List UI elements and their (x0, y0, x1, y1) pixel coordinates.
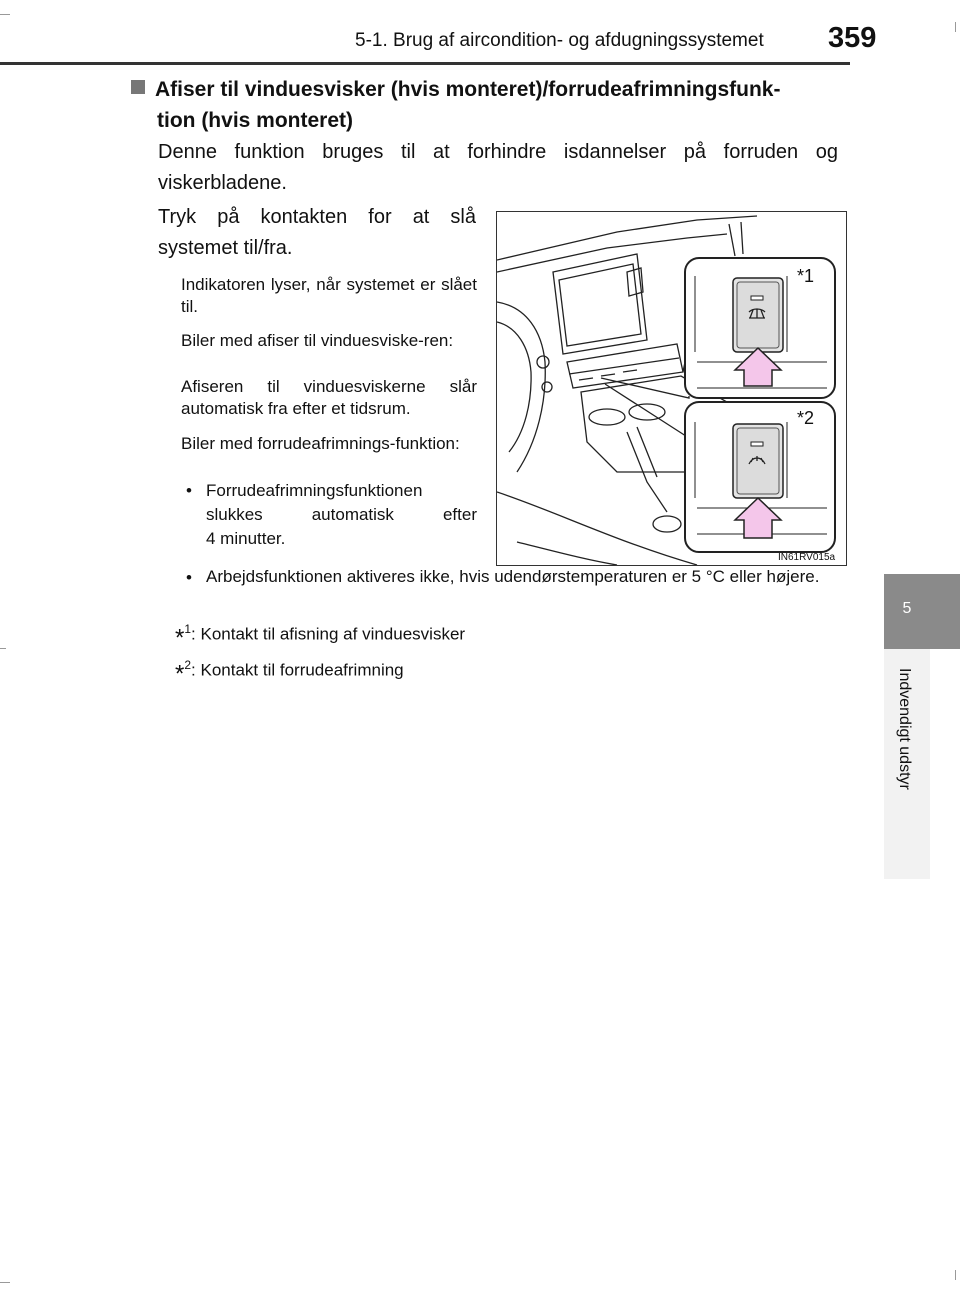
crop-mark (955, 22, 956, 32)
intro-paragraph: Denne funktion bruges til at forhindre isdannelser på forruden og viskerbladene. (158, 141, 838, 194)
bullet-2: Arbejdsfunktionen aktiveres ikke, hvis udendørstemperaturen er 5 °C eller højere. (206, 567, 820, 586)
chapter-tab (884, 574, 960, 649)
header-rule (0, 62, 850, 65)
callout-2-label: *2 (797, 408, 815, 428)
bullet-marker: • (186, 481, 192, 500)
footnote-2: *$^2$: Kontakt til forrudeafrimning (175, 658, 404, 688)
heading-line-1: Afiser til vinduesvisker (hvis monteret)/forrudeafrimningsfunk- (155, 78, 781, 101)
section-heading (131, 74, 841, 136)
instruction-paragraph: Tryk på kontakten for at slå systemet til/fra. (158, 206, 476, 259)
indicator-note: Indikatoren lyser, når systemet er slået til. (181, 275, 477, 316)
crop-mark (955, 1270, 956, 1280)
footnote-1: *$^1$: Kontakt til afisning af vinduesvisker (175, 622, 466, 652)
dashboard-illustration (496, 211, 847, 566)
bullet-1-line-2: slukkes automatisk efter (206, 505, 477, 524)
windshield-title: Biler med forrudeafrimnings-funktion: (181, 434, 460, 453)
bullet-1 (206, 479, 477, 551)
crop-mark (0, 1282, 10, 1283)
page-number: 359 (828, 22, 877, 54)
bullet-marker: • (186, 568, 192, 587)
chapter-number: 5 (902, 600, 912, 617)
bullet-1-line-3: 4 minutter. (206, 529, 286, 548)
heading-line-2: tion (hvis monteret) (157, 109, 354, 132)
bullet-1-line-1: Forrudeafrimningsfunktionen (206, 481, 423, 500)
heading-square-icon (131, 80, 145, 94)
chapter-title: Indvendigt udstyr (896, 668, 913, 790)
crop-mark (0, 14, 10, 15)
crop-mark (0, 648, 6, 649)
illustration-code: IN61RV015a (778, 552, 836, 563)
dashboard-drawing (497, 212, 846, 565)
wiper-deicer-text: Afiseren til vinduesviskerne slår automatisk fra efter et tidsrum. (181, 377, 477, 418)
callout-1-label: *1 (797, 266, 815, 286)
wiper-deicer-title: Biler med afiser til vinduesviske-ren: (181, 331, 454, 350)
section-title: 5-1. Brug af aircondition- og afdugningssystemet (355, 30, 764, 51)
